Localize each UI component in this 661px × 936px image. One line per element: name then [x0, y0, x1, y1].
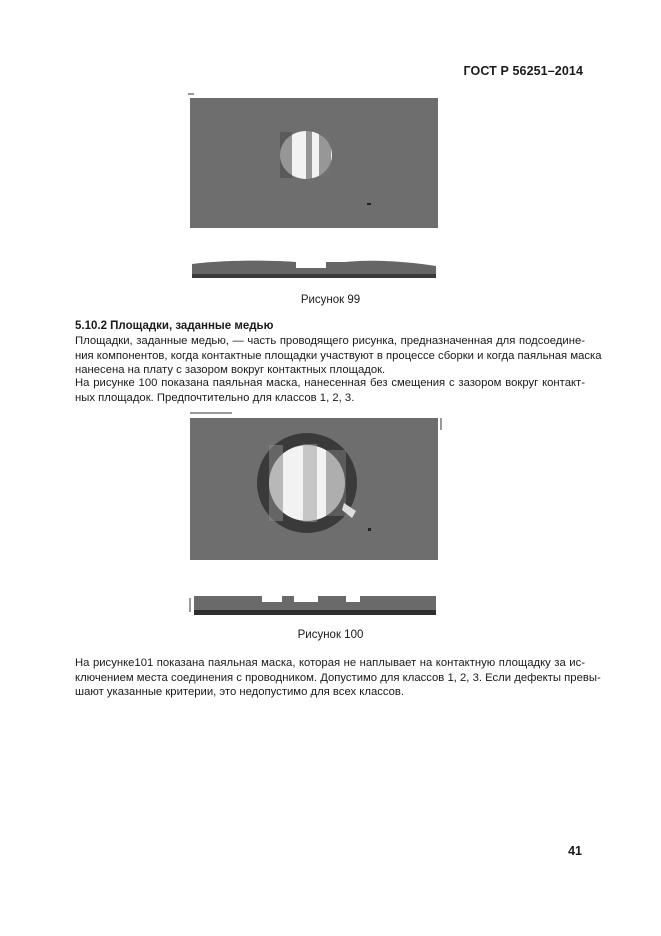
paragraph-line: На рисунке 100 показана паяльная маска, нанесенная без смещения с зазором вокруг контакт-	[75, 377, 585, 389]
figure-99-drawing	[186, 92, 442, 284]
paragraph-line: Площадки, заданные медью, — часть проводящего рисунка, предназначенная для подсоедине-	[75, 335, 585, 347]
figure-99-image	[186, 92, 442, 284]
figure-100-image	[186, 410, 444, 620]
paragraph-line: ния компонентов, когда контактные площадки участвуют в процессе сборки и когда паяльная маска	[75, 349, 602, 362]
paragraph-3	[75, 656, 601, 700]
paragraph-line: шают указанные критерии, это недопустимо для всех классов.	[75, 686, 405, 699]
document-header: ГОСТ Р 56251–2014	[463, 64, 583, 78]
figure-100-drawing	[186, 410, 444, 620]
figure-99-caption: Рисунок 99	[300, 294, 361, 306]
paragraph-line: ных площадок. Предпочтительно для классов 1, 2, 3.	[75, 391, 355, 404]
page-number: 41	[568, 844, 582, 858]
paragraph-line: ключением места соединения с проводником. Допустимо для классов 1, 2, 3. Если дефекты превы-	[75, 671, 601, 684]
paragraph-1	[75, 334, 602, 378]
figure-100-caption: Рисунок 100	[297, 629, 364, 641]
section-heading: 5.10.2 Площадки, заданные медью	[75, 320, 274, 332]
paragraph-2	[75, 376, 585, 405]
paragraph-line: На рисунке101 показана паяльная маска, которая не наплывает на контактную площадку за ис-	[75, 657, 585, 669]
paragraph-line: нанесена на плату с зазором вокруг контактных площадок.	[75, 364, 386, 377]
